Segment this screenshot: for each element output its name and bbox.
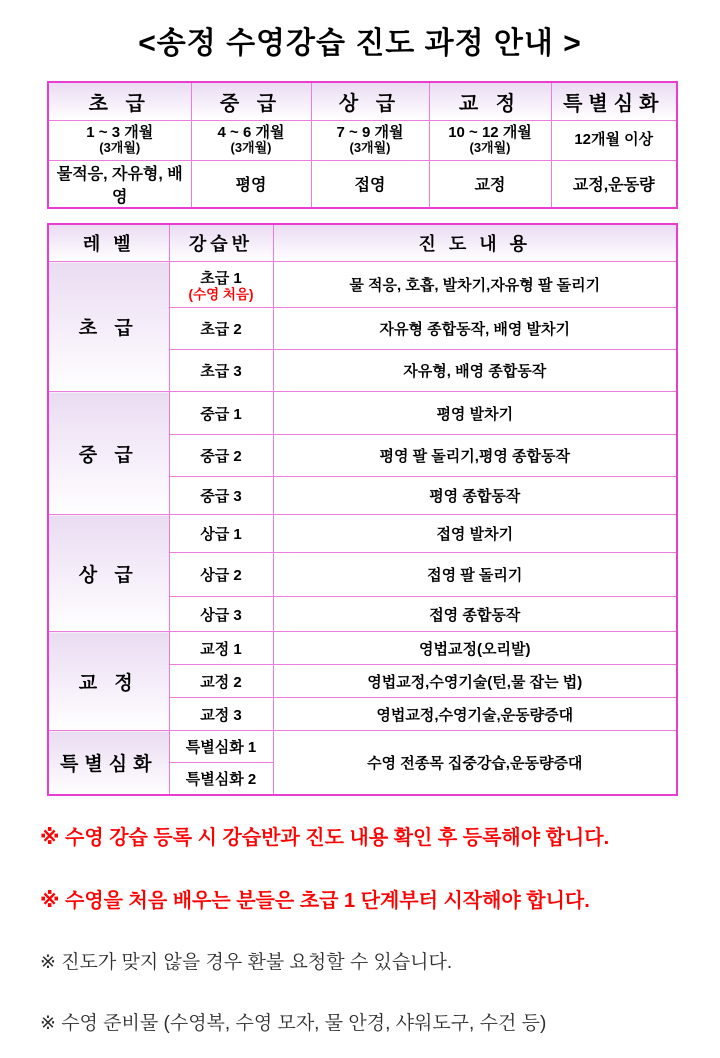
period-text: 10 ~ 12 개월: [448, 123, 532, 141]
summary-content-special: 교정,운동량: [551, 160, 677, 208]
level-cell-intermediate: 중 급: [48, 392, 169, 515]
level-cell-correction: 교 정: [48, 632, 169, 731]
class-cell: 교정 3: [169, 698, 273, 731]
content-cell: 접영 발차기: [273, 515, 677, 553]
summary-content-beginner: 물적응, 자유형, 배영: [48, 160, 191, 208]
note-registration-warning: ※ 수영 강습 등록 시 강습반과 진도 내용 확인 후 등록해야 합니다.: [40, 826, 610, 849]
note-supplies-info: ※ 수영 준비물 (수영복, 수영 모자, 물 안경, 샤워도구, 수건 등): [40, 1013, 547, 1035]
summary-header-correction: 교 정: [429, 82, 551, 120]
class-cell: 상급 1: [169, 515, 273, 553]
level-cell-beginner: 초 급: [48, 262, 169, 392]
curriculum-table: [47, 223, 678, 796]
summary-period-correction: [429, 120, 551, 160]
summary-period-special: [551, 120, 677, 160]
period-sub-text: (3개월): [99, 140, 141, 156]
curriculum-header-level: 레 벨: [48, 224, 169, 262]
period-text: 12개월 이상: [574, 131, 654, 149]
content-cell: 접영 팔 돌리기: [273, 553, 677, 597]
summary-period-beginner: [48, 120, 191, 160]
period-sub-text: (3개월): [349, 140, 391, 156]
content-cell: 자유형 종합동작, 배영 발차기: [273, 308, 677, 350]
content-cell: 영법교정,수영기술(턴,물 잡는 법): [273, 665, 677, 698]
summary-content-intermediate: 평영: [191, 160, 311, 208]
class-cell: 중급 2: [169, 435, 273, 477]
class-cell: 상급 2: [169, 553, 273, 597]
note-beginner-warning: ※ 수영을 처음 배우는 분들은 초급 1 단계부터 시작해야 합니다.: [40, 889, 590, 912]
period-sub-text: (3개월): [230, 140, 272, 156]
class-label: 초급 1: [200, 269, 242, 287]
content-cell: 평영 팔 돌리기,평영 종합동작: [273, 435, 677, 477]
notes-section: [40, 826, 720, 1037]
content-cell: 평영 발차기: [273, 392, 677, 435]
class-cell: 초급 2: [169, 308, 273, 350]
class-cell: 교정 2: [169, 665, 273, 698]
summary-header-intermediate: 중 급: [191, 82, 311, 120]
class-cell: [169, 262, 273, 308]
summary-period-intermediate: [191, 120, 311, 160]
class-cell: 상급 3: [169, 597, 273, 632]
summary-content-correction: 교정: [429, 160, 551, 208]
summary-header-beginner: 초 급: [48, 82, 191, 120]
content-cell: 영법교정,수영기술,운동량증대: [273, 698, 677, 731]
level-cell-special: 특별심화: [48, 731, 169, 795]
summary-header-special: 특별심화: [551, 82, 677, 120]
class-cell: 초급 3: [169, 350, 273, 392]
period-text: 7 ~ 9 개월: [336, 123, 404, 141]
class-cell: 특별심화 1: [169, 731, 273, 763]
page-title: <송정 수영강습 진도 과정 안내 >: [138, 27, 582, 60]
summary-period-advanced: [311, 120, 429, 160]
content-cell: 평영 종합동작: [273, 477, 677, 515]
content-cell: 자유형, 배영 종합동작: [273, 350, 677, 392]
note-refund-info: ※ 진도가 맞지 않을 경우 환불 요청할 수 있습니다.: [40, 951, 453, 973]
class-cell: 중급 1: [169, 392, 273, 435]
level-cell-advanced: 상 급: [48, 515, 169, 632]
period-text: 1 ~ 3 개월: [86, 123, 154, 141]
content-cell: 영법교정(오리발): [273, 632, 677, 665]
content-cell-merged: 수영 전종목 집중강습,운동량증대: [273, 731, 677, 795]
curriculum-header-content: 진 도 내 용: [273, 224, 677, 262]
summary-content-advanced: 접영: [311, 160, 429, 208]
curriculum-header-class: 강습반: [169, 224, 273, 262]
class-cell: 중급 3: [169, 477, 273, 515]
summary-header-advanced: 상 급: [311, 82, 429, 120]
period-sub-text: (3개월): [469, 140, 511, 156]
class-cell: 특별심화 2: [169, 763, 273, 795]
content-cell: 접영 종합동작: [273, 597, 677, 632]
first-time-note: (수영 처음): [188, 286, 254, 302]
level-summary-table: [47, 81, 678, 209]
content-cell: 물 적응, 호흡, 발차기,자유형 팔 돌리기: [273, 262, 677, 308]
period-text: 4 ~ 6 개월: [217, 123, 285, 141]
class-cell: 교정 1: [169, 632, 273, 665]
